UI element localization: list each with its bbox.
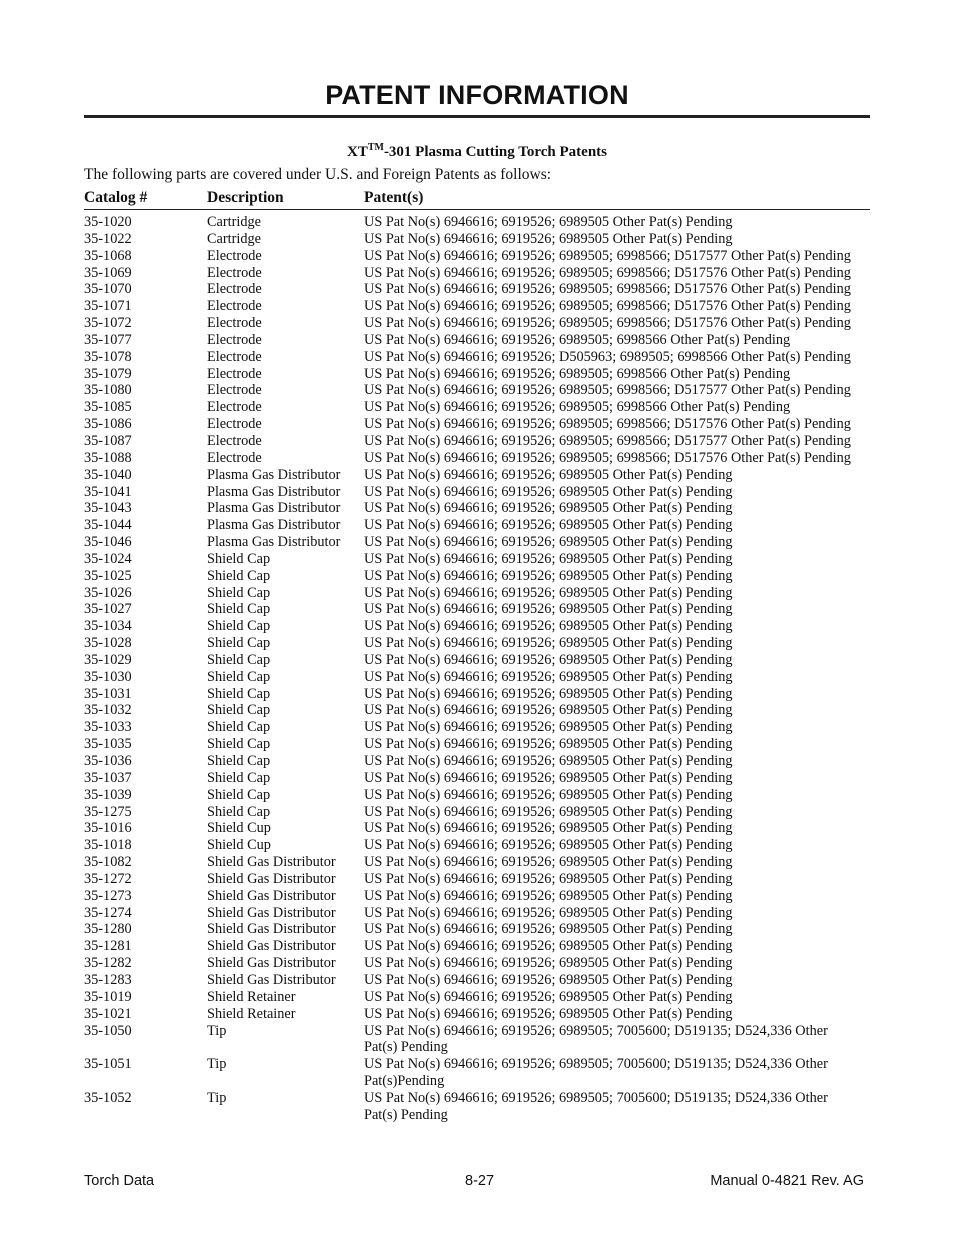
cell-patents: US Pat No(s) 6946616; 6919526; 6989505 Other Pat(s) Pending — [364, 230, 733, 247]
table-row — [84, 753, 870, 770]
cell-patents: US Pat No(s) 6946616; 6919526; 6989505 Other Pat(s) Pending — [364, 635, 733, 652]
cell-catalog: 35-1051 — [84, 1056, 132, 1073]
table-row — [84, 1090, 870, 1124]
table-header — [84, 189, 870, 210]
table-row — [84, 921, 870, 938]
cell-patents: US Pat No(s) 6946616; 6919526; 6989505; 6998566; D517577 Other Pat(s) Pending — [364, 247, 851, 264]
table-row — [84, 484, 870, 501]
table-row — [84, 416, 870, 433]
cell-description: Shield Cap — [207, 702, 271, 719]
cell-patents: US Pat No(s) 6946616; 6919526; 6989505 Other Pat(s) Pending — [364, 651, 733, 668]
cell-catalog: 35-1024 — [84, 550, 132, 567]
cell-patents: US Pat No(s) 6946616; 6919526; 6989505 Other Pat(s) Pending — [364, 971, 733, 988]
cell-patents: US Pat No(s) 6946616; 6919526; 6989505 Other Pat(s) Pending — [364, 803, 733, 820]
cell-patents: US Pat No(s) 6946616; 6919526; 6989505 Other Pat(s) Pending — [364, 517, 733, 534]
table-row — [84, 568, 870, 585]
cell-patents: US Pat No(s) 6946616; 6919526; 6989505 Other Pat(s) Pending — [364, 769, 733, 786]
cell-description: Electrode — [207, 432, 262, 449]
cell-catalog: 35-1281 — [84, 938, 132, 955]
table-row — [84, 719, 870, 736]
cell-description: Plasma Gas Distributor — [207, 534, 341, 551]
cell-patents: US Pat No(s) 6946616; 6919526; 6989505 Other Pat(s) Pending — [364, 955, 733, 972]
cell-description: Shield Cap — [207, 584, 271, 601]
cell-description: Shield Cap — [207, 567, 271, 584]
cell-description: Shield Gas Distributor — [207, 955, 336, 972]
cell-description: Electrode — [207, 365, 262, 382]
cell-description: Shield Cap — [207, 635, 271, 652]
table-row — [84, 298, 870, 315]
cell-catalog: 35-1275 — [84, 803, 132, 820]
cell-patents: US Pat No(s) 6946616; 6919526; 6989505 Other Pat(s) Pending — [364, 534, 733, 551]
cell-patents: US Pat No(s) 6946616; 6919526; 6989505 Other Pat(s) Pending — [364, 1005, 733, 1022]
cell-patents: US Pat No(s) 6946616; 6919526; 6989505; 6998566; D517576 Other Pat(s) Pending — [364, 315, 851, 332]
cell-description: Plasma Gas Distributor — [207, 466, 341, 483]
cell-description: Shield Cap — [207, 736, 271, 753]
table-row — [84, 349, 870, 366]
cell-description: Shield Cap — [207, 668, 271, 685]
cell-description: Shield Gas Distributor — [207, 938, 336, 955]
cell-description: Shield Gas Distributor — [207, 971, 336, 988]
cell-description: Electrode — [207, 281, 262, 298]
cell-catalog: 35-1080 — [84, 382, 132, 399]
cell-catalog: 35-1087 — [84, 432, 132, 449]
cell-patents: US Pat No(s) 6946616; 6919526; 6989505 Other Pat(s) Pending — [364, 904, 733, 921]
header-description: Description — [207, 189, 284, 206]
cell-patents: US Pat No(s) 6946616; 6919526; 6989505 Other Pat(s) Pending — [364, 854, 733, 871]
cell-description: Plasma Gas Distributor — [207, 517, 341, 534]
table-row — [84, 770, 870, 787]
table-row — [84, 804, 870, 821]
cell-catalog: 35-1085 — [84, 399, 132, 416]
cell-patents: US Pat No(s) 6946616; 6919526; 6989505; 6998566; D517576 Other Pat(s) Pending — [364, 416, 851, 433]
table-row — [84, 450, 870, 467]
table-row — [84, 820, 870, 837]
cell-catalog: 35-1041 — [84, 483, 132, 500]
cell-catalog: 35-1026 — [84, 584, 132, 601]
trademark-mark: TM — [367, 142, 384, 153]
cell-catalog: 35-1046 — [84, 534, 132, 551]
cell-catalog: 35-1029 — [84, 651, 132, 668]
cell-patents: US Pat No(s) 6946616; 6919526; 6989505; 6998566; D517576 Other Pat(s) Pending — [364, 264, 851, 281]
cell-description: Shield Cap — [207, 803, 271, 820]
cell-patents: US Pat No(s) 6946616; 6919526; 6989505 Other Pat(s) Pending — [364, 466, 733, 483]
cell-catalog: 35-1086 — [84, 416, 132, 433]
table-row — [84, 888, 870, 905]
cell-patents: US Pat No(s) 6946616; 6919526; 6989505 Other Pat(s) Pending — [364, 988, 733, 1005]
table-row — [84, 534, 870, 551]
cell-catalog: 35-1071 — [84, 298, 132, 315]
cell-description: Shield Cap — [207, 685, 271, 702]
table-row — [84, 231, 870, 248]
cell-catalog: 35-1072 — [84, 315, 132, 332]
patent-table-body — [84, 214, 870, 1124]
table-row — [84, 467, 870, 484]
cell-patents: US Pat No(s) 6946616; 6919526; 6989505 Other Pat(s) Pending — [364, 870, 733, 887]
table-row — [84, 433, 870, 450]
cell-patents: US Pat No(s) 6946616; 6919526; 6989505; 6998566 Other Pat(s) Pending — [364, 331, 791, 348]
cell-description: Tip — [207, 1089, 227, 1106]
cell-patents: US Pat No(s) 6946616; 6919526; 6989505; 6998566; D517576 Other Pat(s) Pending — [364, 281, 851, 298]
table-row — [84, 1023, 870, 1057]
cell-description: Shield Gas Distributor — [207, 887, 336, 904]
footer-page-number: 8-27 — [465, 1173, 495, 1189]
table-row — [84, 248, 870, 265]
cell-patents: US Pat No(s) 6946616; 6919526; 6989505; 6998566; D517577 Other Pat(s) Pending — [364, 432, 851, 449]
cell-description: Shield Cap — [207, 719, 271, 736]
cell-description: Shield Retainer — [207, 988, 296, 1005]
cell-patents: US Pat No(s) 6946616; 6919526; 6989505 Other Pat(s) Pending — [364, 719, 733, 736]
table-row — [84, 854, 870, 871]
table-row — [84, 787, 870, 804]
table-row — [84, 837, 870, 854]
cell-description: Cartridge — [207, 214, 261, 230]
cell-catalog: 35-1050 — [84, 1022, 132, 1039]
cell-patents: US Pat No(s) 6946616; 6919526; 6989505; 6998566 Other Pat(s) Pending — [364, 399, 791, 416]
cell-catalog: 35-1020 — [84, 214, 132, 230]
table-row — [84, 517, 870, 534]
table-row — [84, 905, 870, 922]
cell-description: Electrode — [207, 298, 262, 315]
cell-catalog: 35-1019 — [84, 988, 132, 1005]
cell-description: Electrode — [207, 449, 262, 466]
cell-description: Shield Gas Distributor — [207, 921, 336, 938]
cell-description: Electrode — [207, 247, 262, 264]
cell-description: Electrode — [207, 416, 262, 433]
page-title: PATENT INFORMATION — [325, 80, 629, 110]
cell-catalog: 35-1052 — [84, 1089, 132, 1106]
cell-patents: US Pat No(s) 6946616; 6919526; 6989505 Other Pat(s) Pending — [364, 786, 733, 803]
cell-catalog: 35-1280 — [84, 921, 132, 938]
cell-patents: US Pat No(s) 6946616; 6919526; 6989505 Other Pat(s) Pending — [364, 753, 733, 769]
cell-catalog: 35-1022 — [84, 230, 132, 247]
cell-description: Shield Cap — [207, 769, 271, 786]
table-row — [84, 332, 870, 349]
table-row — [84, 989, 870, 1006]
cell-description: Tip — [207, 1022, 227, 1039]
cell-patents: US Pat No(s) 6946616; 6919526; 6989505 Other Pat(s) Pending — [364, 837, 733, 854]
cell-patents: US Pat No(s) 6946616; 6919526; D505963; 6989505; 6998566 Other Pat(s) Pending — [364, 348, 851, 365]
section-subtitle — [0, 142, 954, 161]
table-row — [84, 736, 870, 753]
cell-catalog: 35-1069 — [84, 264, 132, 281]
table-row — [84, 871, 870, 888]
cell-patents: US Pat No(s) 6946616; 6919526; 6989505; 7005600; D519135; D524,336 Other Pat(s) Pending — [364, 1089, 828, 1123]
cell-patents: US Pat No(s) 6946616; 6919526; 6989505 Other Pat(s) Pending — [364, 500, 733, 517]
cell-catalog: 35-1272 — [84, 870, 132, 887]
cell-catalog: 35-1077 — [84, 331, 132, 348]
cell-patents: US Pat No(s) 6946616; 6919526; 6989505; 6998566; D517576 Other Pat(s) Pending — [364, 298, 851, 315]
cell-patents: US Pat No(s) 6946616; 6919526; 6989505; 7005600; D519135; D524,336 Other Pat(s)Pending — [364, 1056, 828, 1090]
cell-description: Cartridge — [207, 230, 261, 247]
cell-catalog: 35-1031 — [84, 685, 132, 702]
cell-catalog: 35-1282 — [84, 955, 132, 972]
cell-catalog: 35-1034 — [84, 618, 132, 635]
cell-patents: US Pat No(s) 6946616; 6919526; 6989505 Other Pat(s) Pending — [364, 685, 733, 702]
cell-description: Shield Cap — [207, 753, 271, 769]
table-row — [84, 1056, 870, 1090]
cell-catalog: 35-1032 — [84, 702, 132, 719]
header-patents: Patent(s) — [364, 189, 424, 206]
cell-description: Electrode — [207, 331, 262, 348]
cell-patents: US Pat No(s) 6946616; 6919526; 6989505 Other Pat(s) Pending — [364, 921, 733, 938]
table-row — [84, 652, 870, 669]
footer-manual-rev: Manual 0-4821 Rev. AG — [710, 1173, 864, 1189]
table-row — [84, 214, 870, 231]
cell-catalog: 35-1033 — [84, 719, 132, 736]
cell-description: Shield Cap — [207, 550, 271, 567]
cell-patents: US Pat No(s) 6946616; 6919526; 6989505 Other Pat(s) Pending — [364, 736, 733, 753]
table-row — [84, 618, 870, 635]
cell-description: Plasma Gas Distributor — [207, 500, 341, 517]
table-row — [84, 955, 870, 972]
table-row — [84, 366, 870, 383]
cell-catalog: 35-1078 — [84, 348, 132, 365]
cell-description: Shield Gas Distributor — [207, 854, 336, 871]
table-row — [84, 686, 870, 703]
table-row — [84, 500, 870, 517]
cell-catalog: 35-1030 — [84, 668, 132, 685]
table-row — [84, 702, 870, 719]
table-row — [84, 938, 870, 955]
table-row — [84, 585, 870, 602]
cell-catalog: 35-1016 — [84, 820, 132, 837]
intro-text: The following parts are covered under U.S. and Foreign Patents as follows: — [84, 166, 552, 183]
cell-catalog: 35-1088 — [84, 449, 132, 466]
cell-description: Shield Cap — [207, 601, 271, 618]
cell-description: Electrode — [207, 264, 262, 281]
cell-patents: US Pat No(s) 6946616; 6919526; 6989505; 6998566 Other Pat(s) Pending — [364, 365, 791, 382]
cell-patents: US Pat No(s) 6946616; 6919526; 6989505 Other Pat(s) Pending — [364, 820, 733, 837]
table-row — [84, 315, 870, 332]
cell-catalog: 35-1035 — [84, 736, 132, 753]
table-row — [84, 669, 870, 686]
cell-catalog: 35-1018 — [84, 837, 132, 854]
cell-patents: US Pat No(s) 6946616; 6919526; 6989505; 6998566; D517576 Other Pat(s) Pending — [364, 449, 851, 466]
cell-description: Shield Retainer — [207, 1005, 296, 1022]
cell-patents: US Pat No(s) 6946616; 6919526; 6989505; 6998566; D517577 Other Pat(s) Pending — [364, 382, 851, 399]
table-row — [84, 399, 870, 416]
cell-description: Electrode — [207, 315, 262, 332]
header-catalog: Catalog # — [84, 189, 148, 206]
cell-description: Electrode — [207, 382, 262, 399]
cell-description: Tip — [207, 1056, 227, 1073]
cell-patents: US Pat No(s) 6946616; 6919526; 6989505 Other Pat(s) Pending — [364, 550, 733, 567]
cell-catalog: 35-1036 — [84, 753, 132, 769]
cell-description: Shield Cap — [207, 618, 271, 635]
cell-catalog: 35-1079 — [84, 365, 132, 382]
cell-description: Electrode — [207, 348, 262, 365]
cell-description: Shield Gas Distributor — [207, 870, 336, 887]
cell-patents: US Pat No(s) 6946616; 6919526; 6989505 Other Pat(s) Pending — [364, 483, 733, 500]
table-row — [84, 1006, 870, 1023]
cell-description: Shield Gas Distributor — [207, 904, 336, 921]
cell-patents: US Pat No(s) 6946616; 6919526; 6989505 Other Pat(s) Pending — [364, 938, 733, 955]
cell-catalog: 35-1274 — [84, 904, 132, 921]
table-row — [84, 265, 870, 282]
cell-description: Electrode — [207, 399, 262, 416]
cell-patents: US Pat No(s) 6946616; 6919526; 6989505 Other Pat(s) Pending — [364, 601, 733, 618]
table-row — [84, 281, 870, 298]
subtitle-prefix: XT — [346, 144, 368, 160]
cell-patents: US Pat No(s) 6946616; 6919526; 6989505 Other Pat(s) Pending — [364, 618, 733, 635]
cell-catalog: 35-1044 — [84, 517, 132, 534]
table-row — [84, 382, 870, 399]
cell-catalog: 35-1283 — [84, 971, 132, 988]
cell-patents: US Pat No(s) 6946616; 6919526; 6989505 Other Pat(s) Pending — [364, 214, 733, 230]
subtitle-suffix: -301 Plasma Cutting Torch Patents — [383, 144, 608, 160]
cell-description: Shield Cap — [207, 786, 271, 803]
cell-catalog: 35-1068 — [84, 247, 132, 264]
table-row — [84, 551, 870, 568]
cell-catalog: 35-1082 — [84, 854, 132, 871]
title-rule — [84, 115, 870, 118]
cell-catalog: 35-1040 — [84, 466, 132, 483]
table-row — [84, 601, 870, 618]
cell-description: Shield Cup — [207, 820, 271, 837]
cell-catalog: 35-1021 — [84, 1005, 132, 1022]
cell-description: Plasma Gas Distributor — [207, 483, 341, 500]
cell-patents: US Pat No(s) 6946616; 6919526; 6989505 Other Pat(s) Pending — [364, 887, 733, 904]
cell-catalog: 35-1025 — [84, 567, 132, 584]
cell-description: Shield Cap — [207, 651, 271, 668]
cell-patents: US Pat No(s) 6946616; 6919526; 6989505; 7005600; D519135; D524,336 Other Pat(s) Pending — [364, 1022, 828, 1056]
cell-patents: US Pat No(s) 6946616; 6919526; 6989505 Other Pat(s) Pending — [364, 567, 733, 584]
cell-patents: US Pat No(s) 6946616; 6919526; 6989505 Other Pat(s) Pending — [364, 668, 733, 685]
cell-description: Shield Cup — [207, 837, 271, 854]
cell-catalog: 35-1027 — [84, 601, 132, 618]
cell-catalog: 35-1028 — [84, 635, 132, 652]
table-row — [84, 635, 870, 652]
cell-patents: US Pat No(s) 6946616; 6919526; 6989505 Other Pat(s) Pending — [364, 702, 733, 719]
cell-catalog: 35-1037 — [84, 769, 132, 786]
cell-patents: US Pat No(s) 6946616; 6919526; 6989505 Other Pat(s) Pending — [364, 584, 733, 601]
cell-catalog: 35-1043 — [84, 500, 132, 517]
table-row — [84, 972, 870, 989]
cell-catalog: 35-1273 — [84, 887, 132, 904]
cell-catalog: 35-1039 — [84, 786, 132, 803]
footer-section: Torch Data — [84, 1173, 155, 1189]
cell-catalog: 35-1070 — [84, 281, 132, 298]
